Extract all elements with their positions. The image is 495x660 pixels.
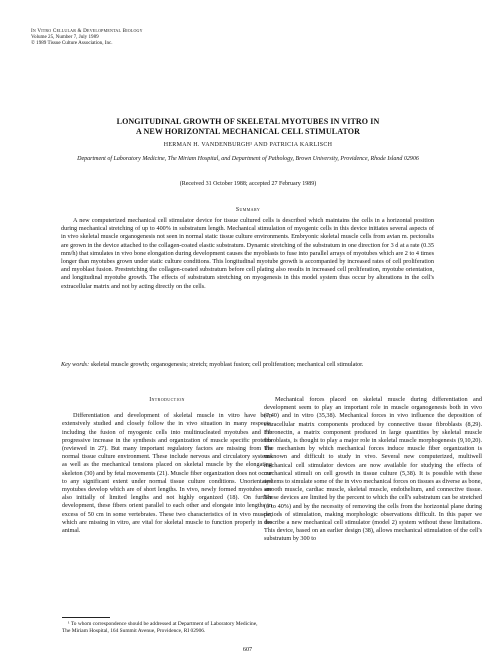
summary-text: A new computerized mechanical cell stimulator device for tissue cultured cells is described which maintains the cells in a horizontal position during mechanical stretching of up to 400% in substratum length. Mechanical stimulation of myogenic cells in this device initiates several aspects of in vivo skeletal muscle organogenesis not seen in normal static tissue culture environments. Embryonic skeletal muscle cells from avian m. pectoralis are grown in the device attached to the collagen-coated elastic substratum. Dynamic stretching of the substratum in one direction for 3 d at a rate (0.35 mm/h) that simulates in vivo bone elongation during development causes the myoblasts to fuse into parallel arrays of myotubes which are 2 to 4 times longer than myotubes grown under static culture conditions. This longitudinal myotube growth is accompanied by increased rates of cell proliferation and myoblast fusion. Prestretching the collagen-coated substratum before cell plating also results in increased cell proliferation, myotube orientation, and longitudinal myotube growth. The effects of substratum stretching on myogenesis in this model system thus occur by alterations in the cell's extracellular matrix and not by acting directly on the cells. <box>61 217 434 290</box>
keywords <box>61 361 434 369</box>
page-number: 607 <box>242 646 253 653</box>
introduction-right-text: Mechanical forces placed on skeletal muscle during differentiation and development seem to play an important role in muscle organogenesis both in vivo (7,40) and in vitro (35,38). Mechanical forces in vivo influence the deposition of extracellular matrix components produced by connective tissue fibroblasts (8,29). Fibronectin, a matrix component produced in large quantities by skeletal muscle fibroblasts, is thought to play a major role in skeletal muscle morphogenesis (9,10,20). The mechanism by which mechanical forces induce muscle fiber organization is unknown and difficult to study in vivo. Several new computerized, multiwell mechanical cell stimulator devices are now available for studying the effects of mechanical stimuli on cell growth in tissue culture (5,38). It is possible with these systems to simulate some of the in vivo mechanical forces on tissues as diverse as bone, smooth muscle, cardiac muscle, skeletal muscle, endothelium, and connective tissue. These devices are limited by the percent to which the cell's substratum can be stretched (0 to 40%) and by the necessity of removing the cells from the horizontal plane during periods of stimulation, making morphologic observations difficult. In this paper we describe a new mechanical cell stimulator (model 2) system without these limitations. This device, based on an earlier design (38), allows mechanical stimulation of the cell's substratum by 300 to <box>264 396 482 543</box>
footnote: ¹ To whom correspondence should be addressed at Department of Laboratory Medicine, The Miriam Hospital, 164 Summit Avenue, Providence, RI 02906. <box>62 621 258 634</box>
article-title <box>48 117 448 137</box>
introduction-heading: Introduction <box>149 397 185 403</box>
journal-volume: Volume 25, Number 7, July 1989 <box>31 34 99 41</box>
received-dates: (Received 31 October 1988; accepted 27 February 1989) <box>179 181 317 187</box>
summary-heading: Summary <box>235 207 261 213</box>
right-column <box>264 396 482 544</box>
title-line-1: LONGITUDINAL GROWTH OF SKELETAL MYOTUBES IN VITRO IN <box>116 117 380 126</box>
authors: HERMAN H. VANDENBURGH¹ AND PATRICIA KARLISCH <box>163 142 333 148</box>
introduction-left-text: Differentiation and development of skeletal muscle in vitro have been extensively studied and closely follow the in vivo situation in many respects, including the fusion of myogenic cells into multinucleated myotubes and the progressive increase in the synthesis and organization of muscle specific proteins (reviewed in 27). But many important regulatory factors are missing from the normal tissue culture environment. These include nervous and circulatory systems as well as the mechanical tensions placed on skeletal muscle by the elongating skeleton (30) and by fetal movements (21). Muscle fiber organization does not occur to any significant extent under normal tissue culture conditions. Unorientated myotubes develop which are of short lengths. In vivo, newly formed myotubes are also initially of limited lengths and not highly organized (18). On further development, these fibers orient parallel to each other and elongate into lengths in excess of 50 cm in some vertebrates. These two characteristics of in vivo muscle, which are missing in vitro, are vital for skeletal muscle to function properly in the animal. <box>62 412 272 535</box>
footnote-divider <box>62 617 110 618</box>
journal-header <box>31 28 143 47</box>
keywords-text: skeletal muscle growth; organogenesis; stretch; myoblast fusion; cell proliferation; mechanical cell stimulator. <box>89 361 364 368</box>
journal-copyright: © 1989 Tissue Culture Association, Inc. <box>31 40 113 47</box>
left-column <box>62 396 272 535</box>
affiliation: Department of Laboratory Medicine, The Miriam Hospital, and Department of Pathology, Brown University, Providence, Rhode Island 02906 <box>77 156 419 162</box>
keywords-label: Key words: <box>61 361 90 368</box>
journal-name: In Vitro Cellular & Developmental Biology <box>31 28 143 34</box>
title-line-2: A NEW HORIZONTAL MECHANICAL CELL STIMULATOR <box>136 127 360 136</box>
